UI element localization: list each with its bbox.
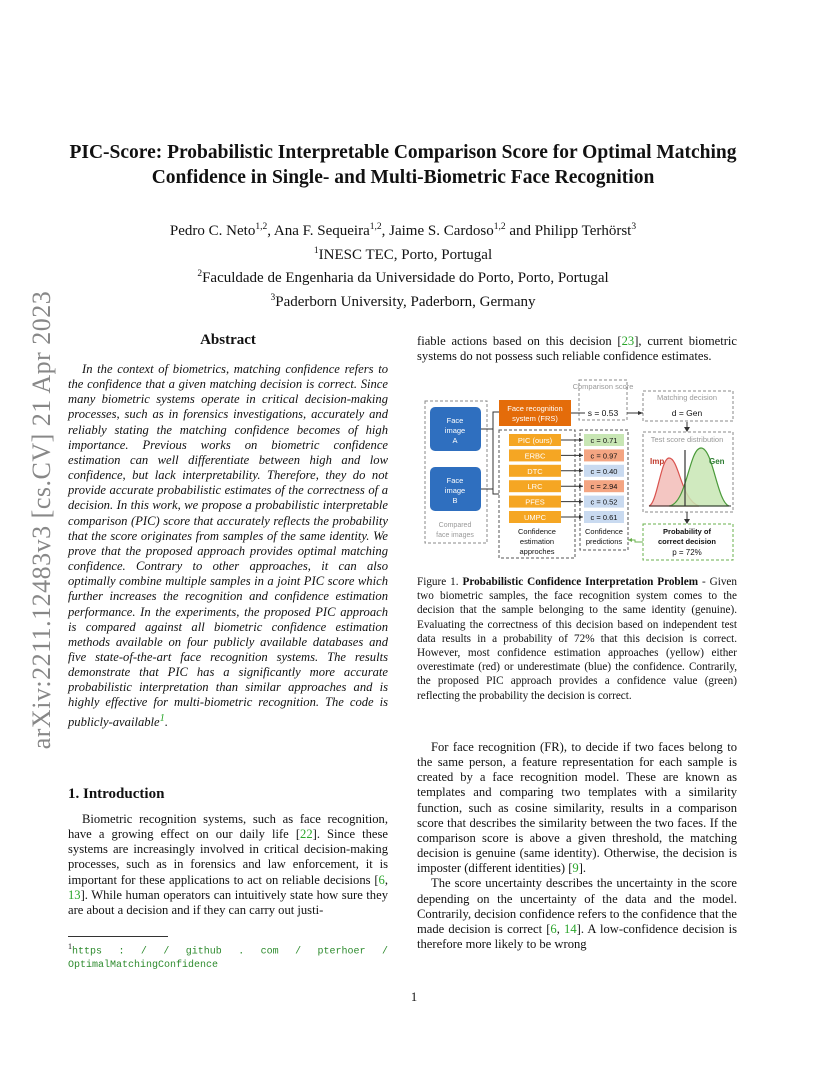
confidence-value: c = 0.97 bbox=[590, 451, 618, 461]
footnote: $^1$https : / / github . com / pterhoer / OptimalMatchingConfidence bbox=[68, 942, 388, 972]
comparison-score-label: Comparison score bbox=[572, 382, 634, 391]
svg-text:system (FRS): system (FRS) bbox=[512, 414, 558, 423]
svg-text:Face recognition: Face recognition bbox=[507, 404, 563, 413]
right-column-continuation: fiable actions based on this decision [23], current biometric systems do not possess such reliable confidence estimates. bbox=[417, 334, 738, 364]
confidence-value: c = 0.52 bbox=[590, 497, 618, 507]
author-sep: , bbox=[381, 223, 390, 239]
citation-link[interactable]: 6 bbox=[550, 921, 557, 936]
footnote-rule bbox=[68, 936, 168, 937]
figure-1-caption: Figure 1. Probabilistic Confidence Interpretation Problem - Given two biometric samples, the face recognition system comes to the decision that the sample belonging to the same identity (genuine). Evaluating the correctness of this decision based on independent test data results in a probability of 72% that this decision is correct. However, most confidence estimation approaches (yellow) either overestimate (red) or underestimate (blue) the confidence. Contrarily, the proposed PIC approach provides a confidence value (green) reflecting the probability the decision is correct. bbox=[417, 576, 737, 702]
title-line-1: PIC-Score: Probabilistic Interpretable Comparison Score for Optimal Matching bbox=[69, 142, 737, 163]
methods-label: Confidence bbox=[518, 527, 556, 536]
gen-label: Gen bbox=[709, 457, 725, 466]
svg-text:B: B bbox=[452, 496, 458, 505]
citation-link[interactable]: 9 bbox=[572, 861, 579, 876]
svg-text:correct decision: correct decision bbox=[658, 537, 716, 546]
page-number: 1 bbox=[410, 990, 418, 1004]
arxiv-stamp: arXiv:2211.12483v3 [cs.CV] 21 Apr 2023 bbox=[27, 290, 56, 750]
author-name: Pedro C. Neto bbox=[169, 223, 256, 239]
footnote-link[interactable]: https : / / github . com / pterhoer / OptimalMatchingConfidence bbox=[68, 946, 388, 972]
svg-text:face images: face images bbox=[436, 532, 474, 539]
abstract-body: In the context of biometrics, matching confidence refers to the confidence that a given matching decision is correct. Since many biometric systems operate in critical decision-making processes, such as in forensics investigations, accurately and reliably stating the matching confidence becomes of high importance. Previous works on biometric confidence estimation can well differentiate between high and low confidence, but lack interpretability. Therefore, they do not provide accurate probabilistic estimates of the correctness of a decision. In this work, we propose a probabilistic interpretable comparison (PIC) score that accurately reflects the probability that the score originates from samples of the same identity. We prove that the proposed approach provides optimal matching confidence. Contrary to other approaches, it can also optimally combine multiple samples in a joint PIC score which further increases the recognition and confidence estimation performance. In the experiments, the proposed PIC approach is compared against all biometric confidence estimation methods available on four publicly available databases and five state-of-the-art face recognition systems. The results demonstrate that PIC has a significantly more accurate probabilistic interpretation than similar approaches and is highly effective for multi-biometric recognition. The code is publicly-available$^1$. bbox=[68, 362, 388, 729]
author-names bbox=[60, 218, 746, 242]
author-name: Ana F. Sequeira bbox=[273, 223, 370, 239]
svg-text:Face: Face bbox=[446, 476, 464, 485]
confidence-value: c = 2.94 bbox=[590, 482, 618, 492]
right-paragraph-1: For face recognition (FR), to decide if two faces belong to the same person, a feature representation for each sample is created by a face recognition model. These are known as templates and comparing two templates with a similarity function, such as cosine similarity, results in a comparison score that describes the similarity between the two faces. If the comparison score is above a given threshold, the matching decision is genuine (same identity). Otherwise, the decision is imposter (different identities) [9]. The score uncertainty describes the uncertainty in the score depending on the uncertainty of the data and the model. Contrarily, decision confidence refers to the confidence that the made decision is correct [6, 14]. A low-confidence decision is therefore more likely to be wrong bbox=[417, 740, 737, 952]
svg-text:approches: approches bbox=[519, 547, 555, 556]
author-sep: , bbox=[267, 223, 274, 239]
method-name: PIC (ours) bbox=[517, 436, 553, 445]
arrow-head bbox=[579, 515, 583, 519]
method-name: LRC bbox=[527, 482, 543, 492]
figure-1-diagram bbox=[417, 376, 739, 564]
footnote-ref[interactable]: 1 bbox=[159, 712, 165, 724]
predictions-label: Confidence bbox=[585, 527, 623, 536]
imp-label: Imp bbox=[650, 457, 665, 466]
author-block bbox=[60, 218, 746, 312]
author-name: Jaime S. Cardoso bbox=[389, 223, 494, 239]
affiliation-3: $^3$Paderborn University, Paderborn, Germany bbox=[270, 292, 536, 310]
arrow-head bbox=[579, 500, 583, 504]
method-rows bbox=[509, 434, 624, 523]
confidence-value: c = 0.61 bbox=[590, 513, 618, 522]
arrow-head bbox=[579, 469, 583, 473]
svg-text:estimation: estimation bbox=[519, 537, 555, 546]
method-name: ERBC bbox=[524, 451, 546, 461]
svg-text:image: image bbox=[444, 486, 466, 495]
arrow-head bbox=[579, 484, 583, 488]
abstract-heading: Abstract bbox=[200, 332, 256, 348]
citation-link[interactable]: 13 bbox=[68, 887, 81, 902]
affiliation-1: $^1$INESC TEC, Porto, Portugal bbox=[313, 245, 493, 263]
svg-text:A: A bbox=[452, 436, 458, 445]
intro-paragraph: Biometric recognition systems, such as face recognition, have a growing effect on our daily life [22]. Since these systems are increasingly involved in critical decision-making processes, such as in forensics and law enforcement, it is important for these applications to act on reliable decisions [6, 13]. While human operators can intuitively state how sure they are about a decision and if they can carry out justi- bbox=[68, 812, 389, 917]
citation-link[interactable]: 23 bbox=[621, 334, 635, 348]
method-name: PFES bbox=[525, 497, 545, 507]
method-name: DTC bbox=[527, 466, 543, 476]
decision-value: d = Gen bbox=[671, 408, 703, 418]
paper-title bbox=[60, 140, 746, 190]
svg-text:predictions: predictions bbox=[585, 537, 623, 546]
citation-link[interactable]: 6 bbox=[378, 872, 385, 887]
author-aff: 1,2 bbox=[369, 222, 382, 232]
svg-text:image: image bbox=[444, 426, 466, 435]
confidence-value: c = 0.71 bbox=[590, 436, 618, 445]
matching-decision-label: Matching decision bbox=[656, 393, 718, 402]
score-value: s = 0.53 bbox=[587, 408, 619, 418]
author-aff: 1,2 bbox=[493, 222, 506, 232]
svg-text:Probability of: Probability of bbox=[663, 527, 711, 536]
arrow-head bbox=[579, 438, 583, 442]
confidence-value: c = 0.40 bbox=[590, 466, 618, 476]
right-paragraph-2: The score uncertainty describes the uncertainty in the score depending on the uncertainty of the data and the model. Contrarily, decision confidence refers to the confidence that the made decision is correct [6, 14]. A low-confidence decision is therefore more likely to be wrong bbox=[417, 876, 737, 952]
author-name: Philipp Terhörst bbox=[534, 223, 632, 239]
compared-label: Compared bbox=[438, 522, 472, 529]
author-aff: 1,2 bbox=[255, 222, 268, 232]
distribution-label: Test score distribution bbox=[650, 435, 724, 444]
probability-value: p = 72% bbox=[672, 548, 702, 557]
svg-text:Face: Face bbox=[446, 416, 464, 425]
intro-heading: 1. Introduction bbox=[68, 786, 165, 802]
method-name: UMPC bbox=[523, 513, 547, 522]
affiliation-2: $^2$Faculdade de Engenharia da Universidade do Porto, Porto, Portugal bbox=[197, 269, 609, 286]
author-aff: 3 bbox=[631, 222, 637, 232]
arrow-head bbox=[579, 453, 583, 457]
author-sep: and bbox=[505, 223, 535, 239]
citation-link[interactable]: 22 bbox=[300, 827, 313, 842]
title-line-2: Confidence in Single- and Multi-Biometric Face Recognition bbox=[151, 167, 655, 188]
citation-link[interactable]: 14 bbox=[564, 921, 577, 936]
